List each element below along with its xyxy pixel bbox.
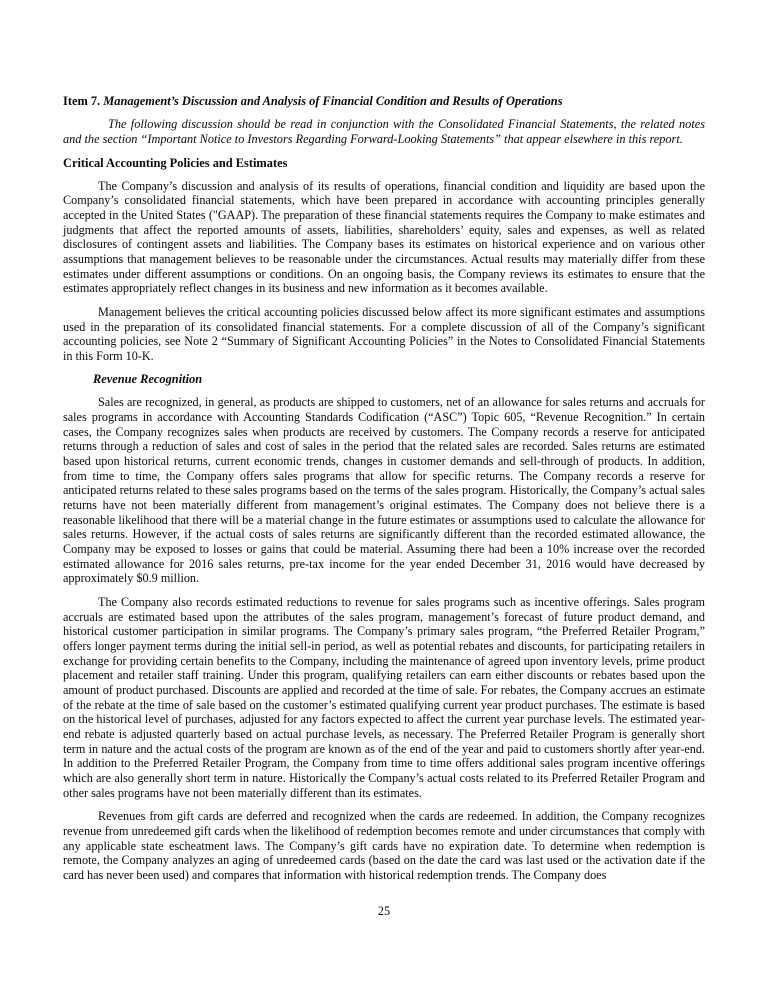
- revenue-recognition-paragraph-1: Sales are recognized, in general, as products are shipped to customers, net of an allowance for sales returns and accruals for sales programs in accordance with Accounting Standards Codification (“ASC”) Topic 605, “Revenue Recognition.” In certain cases, the Company recognizes sales when products are received by customers. The Company records a reserve for anticipated returns through a reduction of sales and cost of sales in the period that the related sales are recorded. Sales returns are estimated based upon historical returns, current economic trends, changes in customer demands and sell-through of products. In addition, from time to time, the Company offers sales programs that allow for specific returns. The Company records a reserve for anticipated returns related to these sales programs based on the terms of the sales program. Historically, the Company’s actual sales returns have not been materially different from management’s original estimates. The Company does not believe there is a reasonable likelihood that there will be a material change in the future estimates or assumptions used to calculate the allowance for sales returns. However, if the actual costs of sales returns are significantly different than the recorded estimated allowance, the Company may be exposed to losses or gains that could be material. Assuming there had been a 10% increase over the recorded estimated allowance for 2016 sales returns, pre-tax income for the year ended December 31, 2016 would have decreased by approximately $0.9 million.: [63, 395, 705, 586]
- subsection-heading-revenue-recognition: Revenue Recognition: [93, 372, 203, 387]
- page-number: 25: [377, 904, 391, 918]
- revenue-recognition-paragraph-3: Revenues from gift cards are deferred and recognized when the cards are redeemed. In addition, the Company recognizes revenue from unredeemed gift cards when the likelihood of redemption becomes remote and under circumstances that comply with any applicable state escheatment laws. The Company’s gift cards have no expiration date. To determine when redemption is remote, the Company analyzes an aging of unredeemed cards (based on the date the card was last used or the activation date if the card has never been used) and compares that information with historical redemption trends. The Company does: [63, 809, 705, 882]
- critical-policies-paragraph-2: Management believes the critical accounting policies discussed below affect its more significant estimates and assumptions used in the preparation of its consolidated financial statements. For a complete discussion of all of the Company’s significant accounting policies, see Note 2 “Summary of Significant Accounting Policies” in the Notes to Consolidated Financial Statements in this Form 10-K.: [63, 304, 705, 363]
- item-7-title: Management’s Discussion and Analysis of Financial Condition and Results of Operations: [103, 94, 563, 108]
- section-heading-critical-accounting-policies: Critical Accounting Policies and Estimates: [63, 155, 288, 170]
- item-7-heading: [63, 94, 705, 109]
- item-7-label: Item 7.: [63, 94, 101, 108]
- forward-looking-intro-paragraph: The following discussion should be read in conjunction with the Consolidated Financial Statements, the related notes and the section “Important Notice to Investors Regarding Forward-Looking Statements” that appear elsewhere in this report.: [63, 117, 705, 146]
- critical-policies-paragraph-1: The Company’s discussion and analysis of its results of operations, financial condition and liquidity are based upon the Company’s consolidated financial statements, which have been prepared in accordance with accounting principles generally accepted in the United States ("GAAP). The preparation of these financial statements requires the Company to make estimates and judgments that affect the reported amounts of assets, liabilities, shareholders’ equity, sales and expenses, as well as related disclosures of contingent assets and liabilities. The Company bases its estimates on historical experience and on various other assumptions that management believes to be reasonable under the circumstances. Actual results may materially differ from these estimates under different assumptions or conditions. On an ongoing basis, the Company reviews its estimates to ensure that the estimates appropriately reflect changes in its business and new information as it becomes available.: [63, 178, 705, 296]
- revenue-recognition-paragraph-2: The Company also records estimated reductions to revenue for sales programs such as incentive offerings. Sales program accruals are estimated based upon the attributes of the sales program, management’s forecast of future product demand, and historical customer participation in similar programs. The Company’s primary sales program, “the Preferred Retailer Program,” offers longer payment terms during the initial sell-in period, as well as potential rebates and discounts, for participating retailers in exchange for providing certain benefits to the Company, including the maintenance of agreed upon inventory levels, prime product placement and retailer staff training. Under this program, qualifying retailers can earn either discounts or rebates based upon the amount of product purchased. Discounts are applied and recorded at the time of sale. For rebates, the Company accrues an estimate of the rebate at the time of sale based on the customer’s estimated qualifying current year product purchases. The estimate is based on the historical level of purchases, adjusted for any factors expected to affect the current year purchase levels. The estimated year-end rebate is adjusted quarterly based on actual purchase levels, as necessary. The Preferred Retailer Program is generally short term in nature and the actual costs of the program are known as of the end of the year and paid to customers shortly after year-end. In addition to the Preferred Retailer Program, the Company from time to time offers additional sales program incentive offerings which are also generally short term in nature. Historically the Company’s actual costs related to its Preferred Retailer Program and other sales programs have not been materially different than its estimates.: [63, 595, 705, 800]
